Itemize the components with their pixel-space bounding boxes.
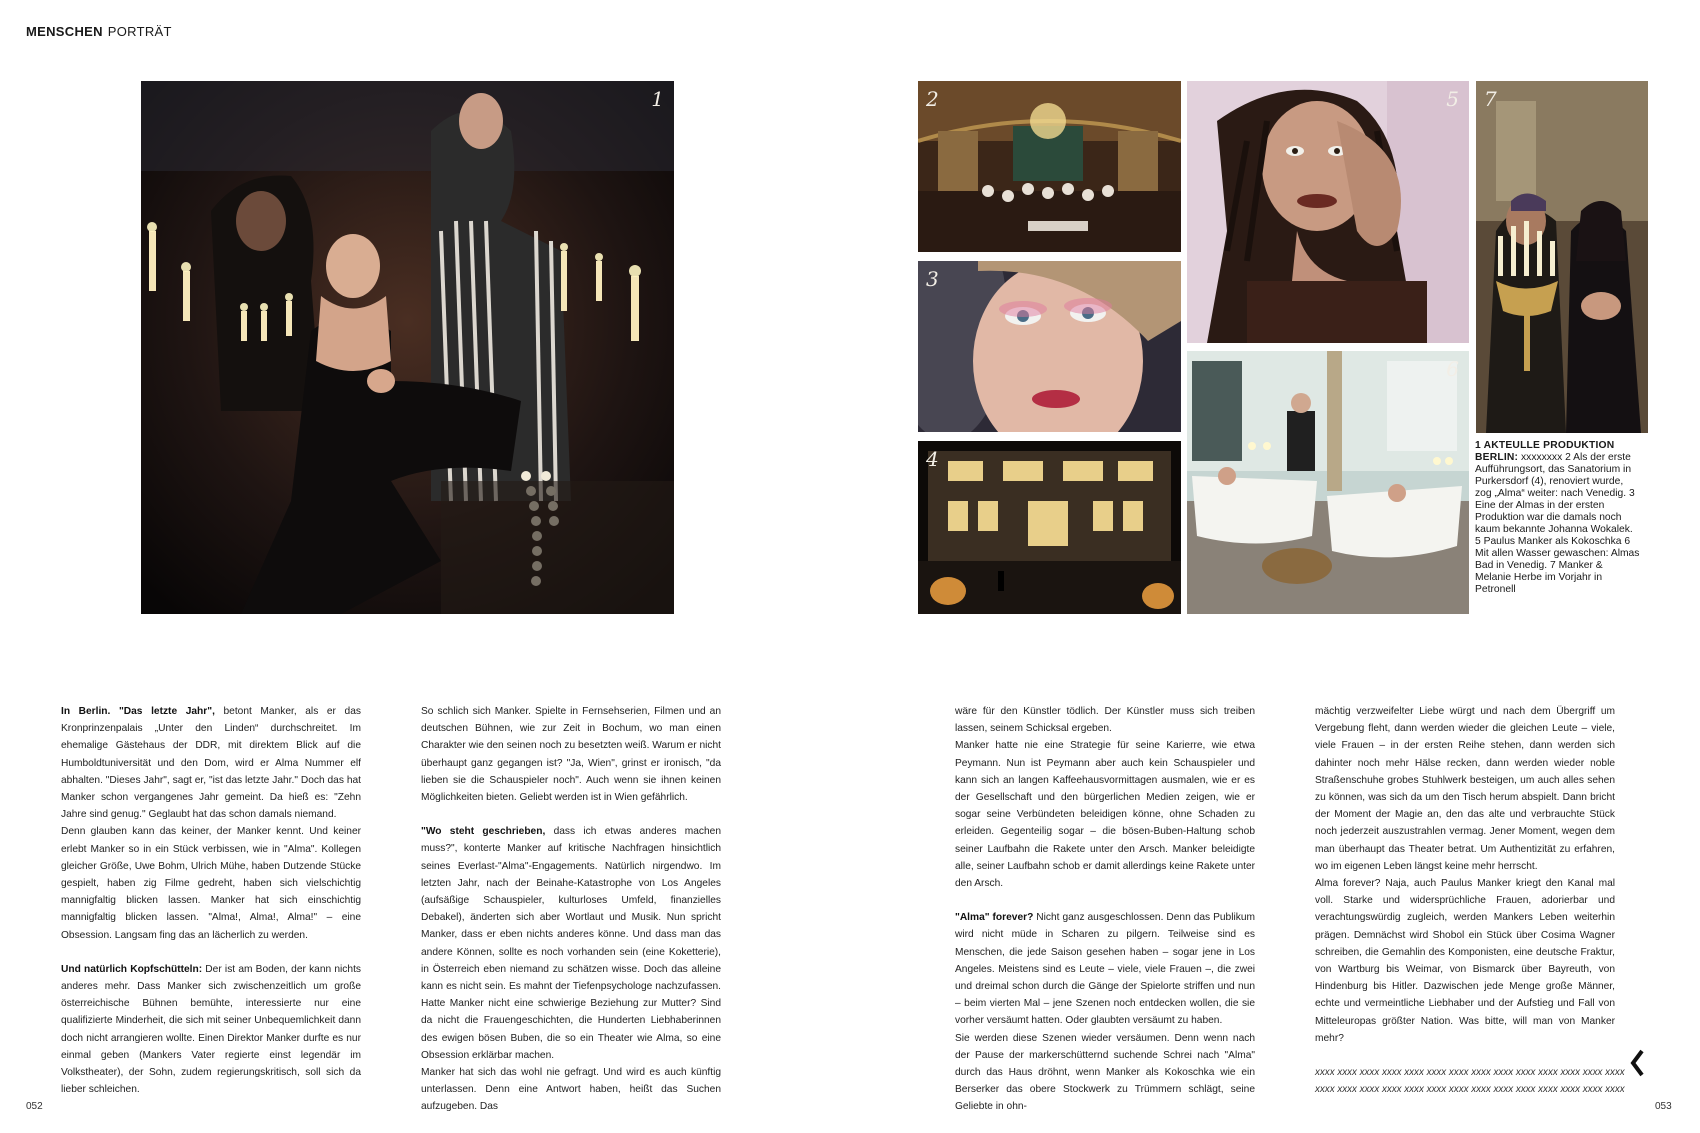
article-column-3: [955, 703, 1255, 1116]
article-column-2: [421, 703, 721, 1116]
paragraph-text: Nicht ganz ausgeschlossen. Denn das Publikum wird nicht müde in Scharen zu pilgern. Teilweise sind es Menschen, die jede Saison gesehen haben – sogar jene in Los Angeles. Meistens sind es Leute – viele, viele Frauen –, die zwei und dreimal schon durch die Gänge der Spielorte striffen und nun – beim vierten Mal – jene Szenen noch entdecken wollen, die sie vorher versäumt hatten. Oder glaubten versäumt zu haben.: [955, 912, 1255, 1027]
theater-hall-photo: [918, 81, 1181, 252]
paragraph-text: So schlich sich Manker. Spielte in Fernsehserien, Filmen und an deutschen Bühnen, wie zur Zeit in Bochum, wo man einen Charakter wie den seinen noch zu besetzten weiß. Warum er nicht überhaupt ganz gegangen ist? "Ja, Wien", grinst er ironisch, "da lieben sie die Schauspieler noch". Auch wenn sie ihnen keinen Möglichkeiten bieten. Geliebt werden ist in Wien gefährlich.: [421, 706, 721, 804]
page-number-right: 053: [1655, 1101, 1672, 1112]
caption-text: xxxxxxxx 2 Als der erste Aufführungsort, das Sanatorium in Purkersdorf (4), renoviert wurde, zog „Alma“ weiter: nach Venedig. 3 Eine der Almas in der ersten Produktion war die damals noch kaum bekannte Johanna Wokalek. 5 Paulus Manker als Kokoschka 6 Mit allen Wasser gewaschen: Almas Bad in Venedig. 7 Manker & Melanie Herbe im Vorjahr in Petronell: [1475, 452, 1640, 595]
paragraph-lead: "Alma" forever?: [955, 912, 1034, 924]
article-column-4: [1315, 703, 1625, 1098]
candelabra-couple-photo: [1476, 81, 1648, 433]
subsection-title: PORTRÄT: [107, 24, 172, 39]
page-number-left: 052: [26, 1101, 43, 1112]
photo-number: 7: [1484, 87, 1497, 111]
placeholder-line: xxxx xxxx xxxx xxxx xxxx xxxx xxxx xxxx xxxx xxxx xxxx xxxx xxxx xxxx: [1315, 1067, 1625, 1079]
sanatorium-night-photo: [918, 441, 1181, 614]
actor-closeup-photo: [1187, 81, 1469, 343]
placeholder-line: xxxx xxxx xxxx xxxx xxxx xxxx xxxx xxxx xxxx xxxx xxxx xxxx xxxx xxxx: [1315, 1084, 1625, 1096]
bathtubs-scene-photo: [1187, 351, 1469, 614]
paragraph-text: Manker hatte nie eine Strategie für seine Karierre, wie etwa Peymann. Nun ist Peymann aber auch kein Schauspieler und kann sich an langen Kaffeehausvormittagen ausmalen, wie er es der Gesellschaft und den bürgerlichen Medien zeigen, wie er sogar seine Verbündeten beleidigen könne, ohne Schaden zu erleiden. Gegenteilig sogar – die bösen-Buben-Haltung schob seiner Laufbahn die Rakete unter den Arsch. Manker beleidigte alle, seiner Laufbahn schob er damit allerdings keine Rakete unter den Arsch.: [955, 740, 1255, 890]
candlelit-portrait-photo: [141, 81, 674, 614]
paragraph-text: Der ist am Boden, der kann nichts anderes mehr. Dass Manker sich zwischenzeitlich um große österreichische Bühnen bemühte, interessierte nur eine qualifizierte Minderheit, die sich mit seiner Unbequemlichkeit dann doch nicht arrangieren wollte. Einen Direktor Manker durfte es nur einmal geben (Mankers Vater regierte einst legendär im Volkstheater), der Sohn, zudem regierungskritisch, soll sich da lieber schleichen.: [61, 963, 361, 1096]
photo-number: 5: [1446, 87, 1459, 111]
paragraph-text: betont Manker, als er das Kronprinzenpalais „Unter den Linden“ durchschreitet. Im ehemalige Gästehaus der DDR, mit direktem Blick auf die Humboldtuniversität und den Dom, wird er Alma Nummer elf abhalten. "Dieses Jahr", sagt er, "ist das letzte Jahr." Doch das hat Manker schon vergangenes Jahr gemeint. Da hieß es: "Zehn Jahre sind genug." Geglaubt hat das schon damals niemand.: [61, 706, 361, 821]
section-header: [26, 24, 172, 39]
section-title: MENSCHEN: [26, 24, 103, 39]
caption-lead: 1 AKTEULLE PRODUKTION BERLIN:: [1475, 440, 1615, 463]
photo-caption: [1475, 440, 1640, 596]
woman-closeup-photo: [918, 261, 1181, 432]
paragraph-lead: In Berlin. "Das letzte Jahr",: [61, 706, 215, 717]
photo-number: 3: [926, 267, 939, 291]
paragraph-text: Alma forever? Naja, auch Paulus Manker kriegt den Kanal mal voll. Starke und widersprüchliche Frauen, adorierbar und verachtungswürdig zugleich, werden Mankers Leben weiterhin prägen. Demnächst wird Shobol ein Stück über Cosima Wagner schreiben, die Gemahlin des Komponisten, eine deutsche Fraktur, von Wartburg bis Weimar, von Bismarck über Bayreuth, von Hindenburg bis Hitler. Dazwischen jede Menge große Männer, echte und vermeintliche Liebhaber und der Aufstieg und Fall von Mitteleuropas größter Nation. Was bitte, will man von Manker mehr?: [1315, 878, 1615, 1044]
article-column-1: [61, 703, 361, 1098]
photo-number: 4: [926, 447, 939, 471]
photo-number: 6: [1446, 357, 1459, 381]
paragraph-lead: "Wo steht geschrieben,: [421, 826, 546, 838]
paragraph-text: wäre für den Künstler tödlich. Der Künstler muss sich treiben lassen, seinem Schicksal ergeben.: [955, 706, 1255, 735]
paragraph-lead: Und natürlich Kopfschütteln:: [61, 963, 203, 975]
paragraph-text: mächtig verzweifelter Liebe würgt und nach dem Übergriff um Vergebung fleht, dann werden wieder die gleichen Leute – viele, viele Frauen – in der ersten Reihe stehen, dann werden sich dahinter noch mehr Hälse recken, dann werden wieder noble Straßenschuhe grobes Stuhlwerk besteigen, um auch alles sehen zu können, was sich da um den Tisch herum abspielt. Dann bricht der Moment der Magie an, den das alte und verbrauchte Stück noch jederzeit auszustrahlen vermag. Jener Moment, wegen dem man überhaupt das Theater betrat. Um Authentizität zu erfahren, wo im eigenen Leben längst keine mehr herrscht.: [1315, 706, 1615, 872]
paragraph-text: Sie werden diese Szenen wieder versäumen. Denn wenn nach der Pause der markerschütternd suchende Schrei nach "Alma" durch das Haus dröhnt, wenn Manker als Kokoschka wie ein Berserker das obere Stockwerk zu Trümmern schlägt, seine Geliebte in ohn-: [955, 1032, 1255, 1113]
paragraph-text: Manker hat sich das wohl nie gefragt. Und wird es auch künftig unterlassen. Denn eine Antwort haben, heißt das Suchen aufzugeben. Das: [421, 1067, 721, 1113]
photo-number: 1: [651, 87, 664, 111]
paragraph-text: Denn glauben kann das keiner, der Manker kennt. Und keiner erlebt Manker so in ein Stück verbissen, wie in "Alma". Kollegen gleicher Größe, Uwe Bohm, Ulrich Mühe, haben Dutzende Stücke gespielt, haben zig Filme gedreht, haben sich vielschichtig mannigfaltig blicken lassen. Manker hat sich einschichtig mannigfaltig blicken lassen. "Alma!, Alma!, Alma!" – eine Obsession. Langsam fing das an lächerlich zu werden.: [61, 826, 361, 941]
paragraph-text: dass ich etwas anderes machen muss?", konterte Manker auf kritische Nachfragen hinsichtlich seines Everlast-"Alma"-Engagements. Natürlich nirgendwo. Im letzten Jahr, nach der Beinahe-Katastrophe von Los Angeles (aufsäßige Schauspieler, kulturloses Umfeld, finanzielles Debakel), änderten sich aber Wortlaut und Musik. Nun spricht Manker, dass er eben nichts anderes könne. Und dass man das andere Können, sollte es noch vorhanden sein (eine Koketterie), in Österreich eben niemand zu schätzen wisse. Doch das alleine kann es nicht sein. Es mahnt der Tiefenpsychologe nachzufassen. Hatte Manker nicht eine schwierige Beziehung zur Mutter? Sind da nicht die Frauengeschichten, die Hunderten Liebhaberinnen des ewigen bösen Buben, die so ein Theater wie Alma, so eine Obsession erklärbar machen.: [421, 826, 721, 1061]
photo-number: 2: [926, 87, 939, 111]
chevron-left-icon: [1630, 1049, 1644, 1082]
